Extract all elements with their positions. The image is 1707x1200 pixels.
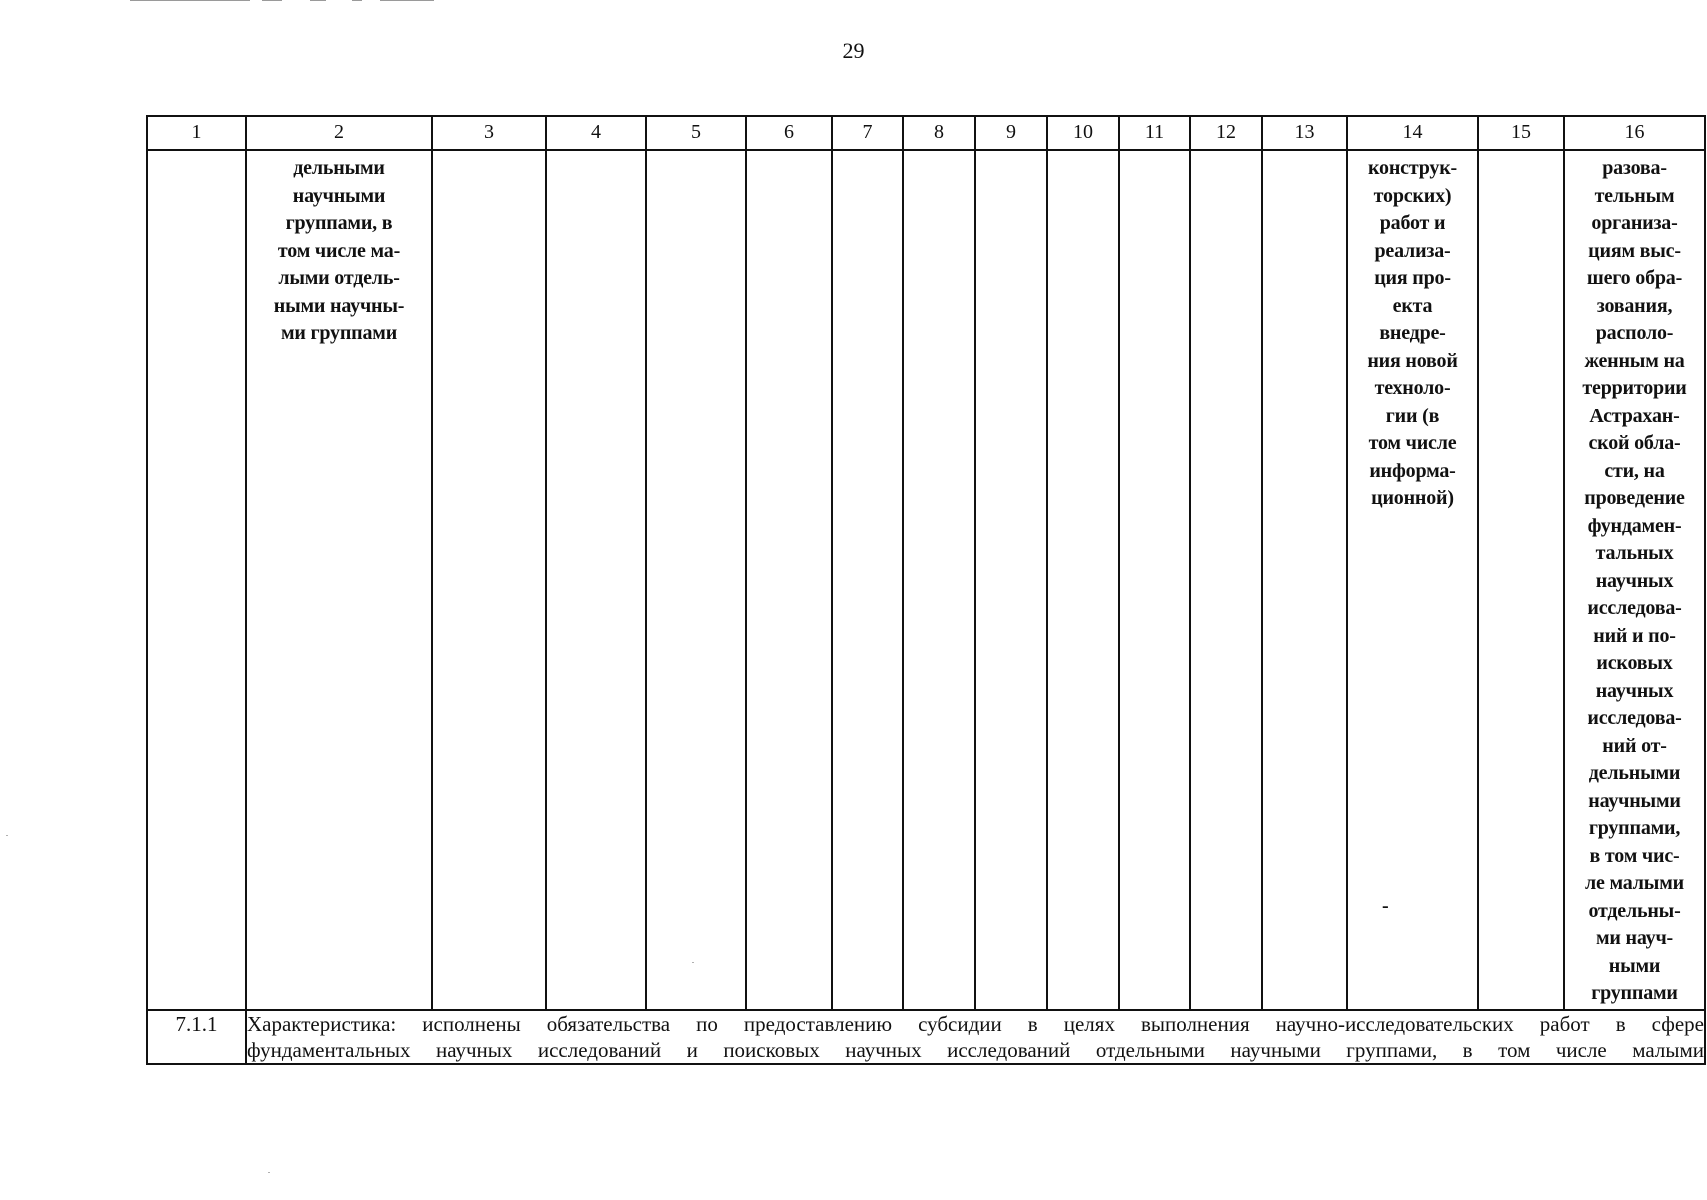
cell-text-col2: дельными научными группами, в том числе ма- лыми отдель- ными научны- ми группами <box>273 157 405 344</box>
scan-speck <box>692 962 694 963</box>
table-cell-4 <box>546 150 646 1010</box>
data-table <box>146 115 1706 1065</box>
column-header-1: 1 <box>147 116 246 150</box>
scan-artifact <box>352 0 362 1</box>
characteristic-row <box>147 1010 1705 1064</box>
scan-artifact <box>262 0 282 1</box>
table-cell-13 <box>1262 150 1347 1010</box>
table-cell-10 <box>1047 150 1119 1010</box>
scan-artifact <box>380 0 434 1</box>
column-header-14: 14 <box>1347 116 1478 150</box>
characteristic-line-2: фундаментальных научных исследований и поисковых научных исследований отдельными научными группами, в том числе малыми <box>247 1038 1704 1062</box>
row-code: 7.1.1 <box>147 1010 246 1064</box>
table-cell-12 <box>1190 150 1262 1010</box>
column-header-2: 2 <box>246 116 432 150</box>
table-cell-5 <box>646 150 746 1010</box>
characteristic-text <box>246 1010 1705 1064</box>
table-cell-8 <box>903 150 975 1010</box>
scan-speck <box>268 1172 270 1173</box>
cell-text-col14: конструк- торских) работ и реализа- ция про- екта внедре- ния новой техноло- гии (в том числе информа- ционной) <box>1367 157 1458 509</box>
table-cell-14 <box>1347 150 1478 1010</box>
column-header-10: 10 <box>1047 116 1119 150</box>
table-cell-1 <box>147 150 246 1010</box>
table-cell-15 <box>1478 150 1564 1010</box>
column-header-13: 13 <box>1262 116 1347 150</box>
cell-dash-col14: - <box>1382 895 1389 917</box>
cell-text-col16: разова- тельным организа- циям выс- шего обра- зования, располо- женным на территории Астрахан- ской обла- сти, на проведение фундамен- тальных научных исследова- ний и по- исковых научных исследова- ний от- дельными научными группами, в том чис- ле малыми отдельны- ми науч- ными группами <box>1582 157 1687 1004</box>
column-header-9: 9 <box>975 116 1047 150</box>
table-cell-16 <box>1564 150 1705 1010</box>
continued-row <box>147 150 1705 1010</box>
table-cell-11 <box>1119 150 1190 1010</box>
page-number: 29 <box>842 38 865 63</box>
table-cell-6 <box>746 150 832 1010</box>
column-header-8: 8 <box>903 116 975 150</box>
scan-artifact <box>310 0 326 1</box>
table-cell-9 <box>975 150 1047 1010</box>
column-header-7: 7 <box>832 116 903 150</box>
table-cell-2 <box>246 150 432 1010</box>
column-header-5: 5 <box>646 116 746 150</box>
characteristic-line-1: Характеристика: исполнены обязательства по предоставлению субсидии в целях выполнения научно-исследовательских работ в сфере <box>247 1012 1704 1036</box>
column-header-16: 16 <box>1564 116 1705 150</box>
table-cell-3 <box>432 150 546 1010</box>
column-header-11: 11 <box>1119 116 1190 150</box>
column-header-3: 3 <box>432 116 546 150</box>
column-header-12: 12 <box>1190 116 1262 150</box>
scan-speck <box>6 835 8 836</box>
scan-artifact <box>130 0 250 1</box>
column-header-4: 4 <box>546 116 646 150</box>
column-header-15: 15 <box>1478 116 1564 150</box>
table-cell-7 <box>832 150 903 1010</box>
column-header-6: 6 <box>746 116 832 150</box>
column-number-row <box>147 116 1705 150</box>
